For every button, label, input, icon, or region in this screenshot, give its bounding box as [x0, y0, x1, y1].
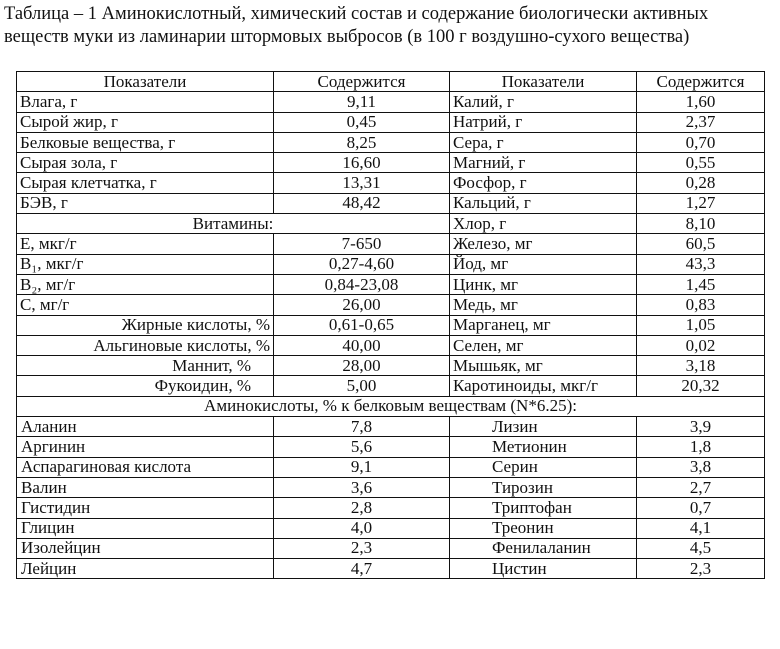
row-name-left: Белковые вещества, г	[17, 132, 274, 152]
table-row	[17, 498, 765, 518]
row-name-right: Триптофан	[450, 498, 637, 518]
row-name-right: Медь, мг	[450, 295, 637, 315]
table-row	[17, 477, 765, 497]
row-value-right: 4,5	[637, 538, 765, 558]
row-name-right: Натрий, г	[450, 112, 637, 132]
row-value-right: 0,70	[637, 132, 765, 152]
row-value-left: 9,1	[274, 457, 450, 477]
table-row	[17, 295, 765, 315]
row-name-left: С, мг/г	[17, 295, 274, 315]
table-row	[17, 315, 765, 335]
row-name-left: Валин	[17, 477, 274, 497]
row-name-left: B₁, мкг/г	[17, 254, 274, 274]
row-value-left: 5,00	[274, 376, 450, 396]
vitamins-heading-row	[17, 214, 765, 234]
row-name-right: Треонин	[450, 518, 637, 538]
row-value-right: 2,37	[637, 112, 765, 132]
caption-line-2: веществ муки из ламинарии штормовых выбросов (в 100 г воздушно-сухого вещества)	[4, 27, 690, 47]
row-value-left: 7-650	[274, 234, 450, 254]
row-name-right: Калий, г	[450, 92, 637, 112]
table-row	[17, 559, 765, 579]
row-name-right: Марганец, мг	[450, 315, 637, 335]
row-value-left: 4,0	[274, 518, 450, 538]
row-value-left: 0,61-0,65	[274, 315, 450, 335]
row-value-right: 4,1	[637, 518, 765, 538]
header-content-left: Содержится	[274, 72, 450, 92]
row-value-right: 0,7	[637, 498, 765, 518]
row-value-right: 3,8	[637, 457, 765, 477]
row-name-right: Цистин	[450, 559, 637, 579]
row-name-right: Магний, г	[450, 153, 637, 173]
table-row	[17, 417, 765, 437]
row-name-left: Сырой жир, г	[17, 112, 274, 132]
row-value-right: 8,10	[637, 214, 765, 234]
row-value-left: 0,27-4,60	[274, 254, 450, 274]
composition-table	[16, 71, 765, 579]
table-row	[17, 132, 765, 152]
table-row	[17, 518, 765, 538]
table-row	[17, 112, 765, 132]
row-value-left: 3,6	[274, 477, 450, 497]
header-indicators-right: Показатели	[450, 72, 637, 92]
row-value-right: 2,7	[637, 477, 765, 497]
row-value-left: 2,8	[274, 498, 450, 518]
table-row	[17, 274, 765, 294]
row-name-left: B₂, мг/г	[17, 274, 274, 294]
row-name-right: Фосфор, г	[450, 173, 637, 193]
table-row	[17, 538, 765, 558]
row-name-left: Аргинин	[17, 437, 274, 457]
row-name-left: Аланин	[17, 417, 274, 437]
row-value-right: 3,9	[637, 417, 765, 437]
row-name-left: E, мкг/г	[17, 234, 274, 254]
row-value-right: 1,27	[637, 193, 765, 213]
row-name-right: Лизин	[450, 417, 637, 437]
table-row	[17, 193, 765, 213]
row-value-left: 28,00	[274, 356, 450, 376]
header-indicators-left: Показатели	[17, 72, 274, 92]
row-name-left: Влага, г	[17, 92, 274, 112]
row-name-right: Мышьяк, мг	[450, 356, 637, 376]
row-name-right: Цинк, мг	[450, 274, 637, 294]
row-value-right: 0,02	[637, 335, 765, 355]
row-value-right: 0,28	[637, 173, 765, 193]
row-name-right: Фенилаланин	[450, 538, 637, 558]
row-name-left: Сырая зола, г	[17, 153, 274, 173]
row-value-right: 1,45	[637, 274, 765, 294]
row-name-right: Йод, мг	[450, 254, 637, 274]
table-row	[17, 335, 765, 355]
vitamins-heading: Витамины:	[17, 214, 450, 234]
row-value-left: 13,31	[274, 173, 450, 193]
row-value-right: 43,3	[637, 254, 765, 274]
table-row	[17, 234, 765, 254]
row-name-right: Тирозин	[450, 477, 637, 497]
row-name-left: Маннит, %	[17, 356, 274, 376]
row-value-left: 8,25	[274, 132, 450, 152]
row-value-right: 20,32	[637, 376, 765, 396]
row-value-left: 7,8	[274, 417, 450, 437]
row-name-right: Серин	[450, 457, 637, 477]
table-row	[17, 356, 765, 376]
row-value-left: 26,00	[274, 295, 450, 315]
row-value-right: 0,83	[637, 295, 765, 315]
row-value-left: 4,7	[274, 559, 450, 579]
row-value-left: 2,3	[274, 538, 450, 558]
row-name-right: Каротиноиды, мкг/г	[450, 376, 637, 396]
row-value-left: 0,84-23,08	[274, 274, 450, 294]
table-caption	[4, 3, 776, 49]
row-value-left: 16,60	[274, 153, 450, 173]
row-name-left: Сырая клетчатка, г	[17, 173, 274, 193]
row-name-right: Селен, мг	[450, 335, 637, 355]
row-name-left: Фукоидин, %	[17, 376, 274, 396]
row-name-left: Изолейцин	[17, 538, 274, 558]
row-value-left: 48,42	[274, 193, 450, 213]
row-value-left: 40,00	[274, 335, 450, 355]
row-name-right: Сера, г	[450, 132, 637, 152]
row-name-left: Гистидин	[17, 498, 274, 518]
table-row	[17, 457, 765, 477]
row-name-left: БЭВ, г	[17, 193, 274, 213]
row-value-right: 1,8	[637, 437, 765, 457]
row-name-left: Глицин	[17, 518, 274, 538]
row-value-right: 0,55	[637, 153, 765, 173]
row-value-right: 60,5	[637, 234, 765, 254]
table-row	[17, 437, 765, 457]
row-name-right: Железо, мг	[450, 234, 637, 254]
row-value-right: 3,18	[637, 356, 765, 376]
table-row	[17, 173, 765, 193]
header-row	[17, 72, 765, 92]
row-name-right: Хлор, г	[450, 214, 637, 234]
row-name-left: Аспарагиновая кислота	[17, 457, 274, 477]
row-value-right: 2,3	[637, 559, 765, 579]
row-name-left: Жирные кислоты, %	[17, 315, 274, 335]
row-name-left: Лейцин	[17, 559, 274, 579]
row-value-left: 5,6	[274, 437, 450, 457]
header-content-right: Содержится	[637, 72, 765, 92]
amino-heading: Аминокислоты, % к белковым веществам (N*6.25):	[17, 396, 765, 416]
row-value-left: 0,45	[274, 112, 450, 132]
table-row	[17, 254, 765, 274]
caption-line-1: Таблица – 1 Аминокислотный, химический состав и содержание биологически активных	[4, 4, 709, 24]
row-name-left: Альгиновые кислоты, %	[17, 335, 274, 355]
row-name-right: Кальций, г	[450, 193, 637, 213]
row-value-left: 9,11	[274, 92, 450, 112]
table-row	[17, 153, 765, 173]
amino-heading-row	[17, 396, 765, 416]
table-row	[17, 92, 765, 112]
row-value-right: 1,60	[637, 92, 765, 112]
row-value-right: 1,05	[637, 315, 765, 335]
row-name-right: Метионин	[450, 437, 637, 457]
table-row	[17, 376, 765, 396]
